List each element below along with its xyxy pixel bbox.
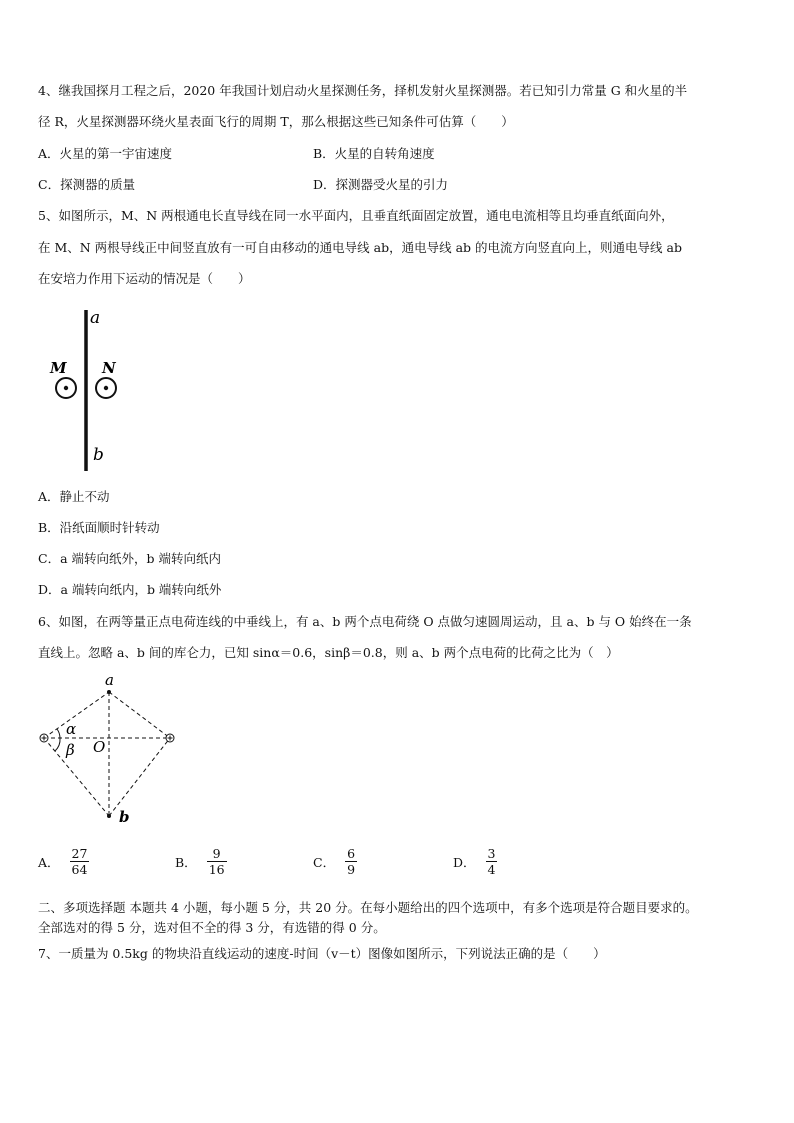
wire-label-a: a <box>90 308 101 328</box>
q5-option-c: C．a 端转向纸外，b 端转向纸内 <box>38 551 221 566</box>
line-b-right <box>109 738 170 816</box>
q6-option-d-denominator: 4 <box>487 862 496 877</box>
q6-option-d-label: D． <box>453 854 476 870</box>
q5-stem-line1: 5、如图所示，M、N 两根通电长直导线在同一水平面内，且垂直纸面固定放置，通电电流相等且均垂直纸面向外， <box>38 208 674 223</box>
wire-label-n: N <box>102 359 116 377</box>
wire-m-dot <box>64 386 68 390</box>
q6-option-b-numerator: 9 <box>212 846 221 861</box>
q6-option-a-denominator: 64 <box>71 862 88 877</box>
line-a-right <box>109 692 170 738</box>
q6-option-a-numerator: 27 <box>71 846 88 861</box>
q6-option-c <box>313 846 357 877</box>
q6-option-a-label: A． <box>38 854 60 870</box>
charge-label-a: a <box>105 671 114 689</box>
q6-option-c-label: C． <box>313 854 336 870</box>
wire-n-dot <box>104 386 108 390</box>
q7-stem-line1: 7、一质量为 0.5kg 的物块沿直线运动的速度-时间（v－t）图像如图所示，下列说法正确的是（ ） <box>38 946 606 961</box>
q6-option-a <box>38 846 89 877</box>
wire-label-m: M <box>50 359 67 377</box>
q5-stem-line3: 在安培力作用下运动的情况是（ ） <box>38 271 251 286</box>
q6-stem-line2: 直线上。忽略 a、b 间的库仑力，已知 sinα＝0.6，sinβ＝0.8，则 a、b 两个点电荷的比荷之比为（ ） <box>38 645 619 660</box>
q5-option-d: D．a 端转向纸内，b 端转向纸外 <box>38 582 222 597</box>
q6-option-c-denominator: 9 <box>347 862 356 877</box>
angle-label-alpha: α <box>66 720 77 738</box>
q4-option-b: B．火星的自转角速度 <box>313 146 435 161</box>
charge-label-b: b <box>119 808 130 826</box>
q6-option-b-denominator: 16 <box>208 862 225 877</box>
angle-arc-beta <box>55 738 60 751</box>
q6-stem-line1: 6、如图，在两等量正点电荷连线的中垂线上，有 a、b 两个点电荷绕 O 点做匀速圆周运动，且 a、b 与 O 始终在一条 <box>38 614 692 629</box>
q6-charge-figure <box>30 670 190 830</box>
charge-b-dot <box>107 814 111 818</box>
charge-a-dot <box>107 690 111 694</box>
wire-label-b: b <box>93 445 104 465</box>
q4-stem-line2: 径 R，火星探测器环绕火星表面飞行的周期 T，那么根据这些已知条件可估算（ ） <box>38 114 514 129</box>
q4-option-d: D．探测器受火星的引力 <box>313 177 449 192</box>
angle-label-beta: β <box>66 741 75 759</box>
line-left-a <box>44 692 109 738</box>
q4-option-c: C．探测器的质量 <box>38 177 136 192</box>
q6-option-c-numerator: 6 <box>347 846 356 861</box>
section2-heading-line2: 全部选对的得 5 分，选对但不全的得 3 分，有选错的得 0 分。 <box>38 920 386 935</box>
q5-option-b: B．沿纸面顺时针转动 <box>38 520 160 535</box>
q4-stem-line1: 4、继我国探月工程之后，2020 年我国计划启动火星探测任务，择机发射火星探测器。若已知引力常量 G 和火星的半 <box>38 83 688 98</box>
angle-arc-alpha <box>57 729 60 738</box>
center-label-o: O <box>93 738 106 756</box>
q5-option-a: A．静止不动 <box>38 489 110 504</box>
q6-option-b <box>175 846 227 877</box>
q6-option-b-label: B． <box>175 854 197 870</box>
q4-option-a: A．火星的第一宇宙速度 <box>38 146 173 161</box>
q6-option-d <box>453 846 497 877</box>
q5-stem-line2: 在 M、N 两根导线正中间竖直放有一可自由移动的通电导线 ab，通电导线 ab 的电流方向竖直向上，则通电导线 ab <box>38 240 682 255</box>
q5-wire-figure <box>40 300 140 480</box>
q6-option-d-numerator: 3 <box>487 846 496 861</box>
section2-heading-line1: 二、多项选择题 本题共 4 小题，每小题 5 分，共 20 分。在每小题给出的四个选项中，有多个选项是符合题目要求的。 <box>38 900 698 915</box>
